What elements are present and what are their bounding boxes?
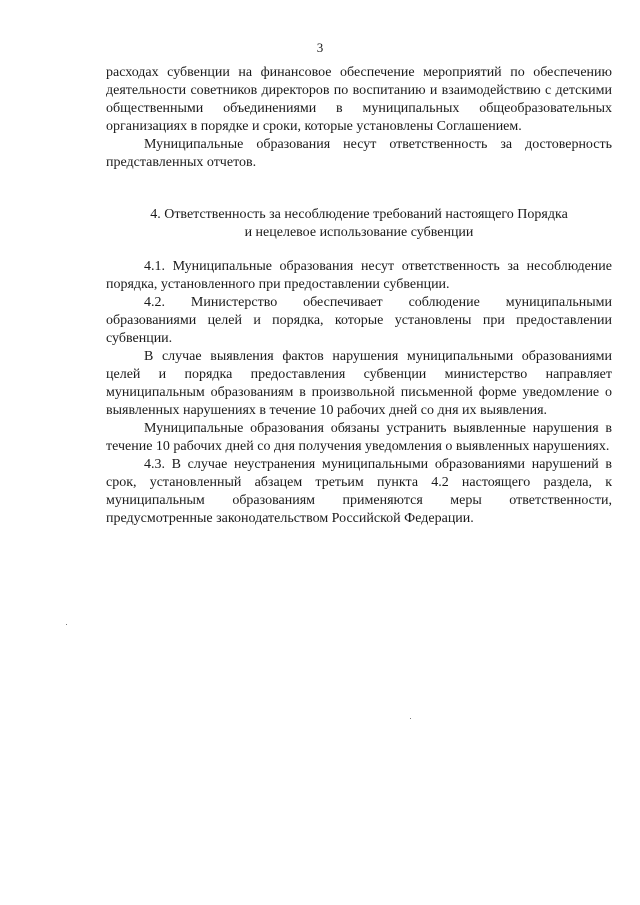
scan-speck [66,624,67,625]
section-4-title-line-1: 4. Ответственность за несоблюдение требований настоящего Порядка [150,207,568,222]
intro-block [106,64,612,172]
paragraph-4-2: 4.2. Министерство обеспечивает соблюдение муниципальными образованиями целей и порядка, которые установлены при предоставлении субвенции. [106,295,612,346]
page-number: 3 [316,40,324,55]
intro-continuation: расходах субвенции на финансовое обеспечение мероприятий по обеспечению деятельности советников директоров по воспитанию и взаимодействию с детскими общественными объединениями в муниципальных общеобразовательных организациях в порядке и сроки, которые установлены Соглашением. [106,65,612,134]
scan-speck [410,718,411,719]
section-4-title-line-2: и нецелевое использование субвенции [244,225,474,240]
paragraph-4-2-obligation: Муниципальные образования обязаны устранить выявленные нарушения в течение 10 рабочих дней со дня получения уведомления о выявленных нарушениях. [106,421,612,454]
section-4-body [106,258,612,528]
intro-responsibility: Муниципальные образования несут ответственность за достоверность представленных отчетов. [106,137,612,170]
paragraph-4-2-case: В случае выявления фактов нарушения муниципальными образованиями целей и порядка предоставления субвенции министерство направляет муниципальным образованиям в произвольной письменной форме уведомление о выявленных нарушениях в течение 10 рабочих дней со дня их выявления. [106,349,612,418]
section-4-heading [106,206,612,242]
paragraph-4-1: 4.1. Муниципальные образования несут ответственность за несоблюдение порядка, установленного при предоставлении субвенции. [106,259,612,292]
paragraph-4-3: 4.3. В случае неустранения муниципальными образованиями нарушений в срок, установленный абзацем третьим пункта 4.2 настоящего раздела, к муниципальным образованиям применяются меры ответственности, предусмотренные законодательством Российской Федерации. [106,457,612,526]
